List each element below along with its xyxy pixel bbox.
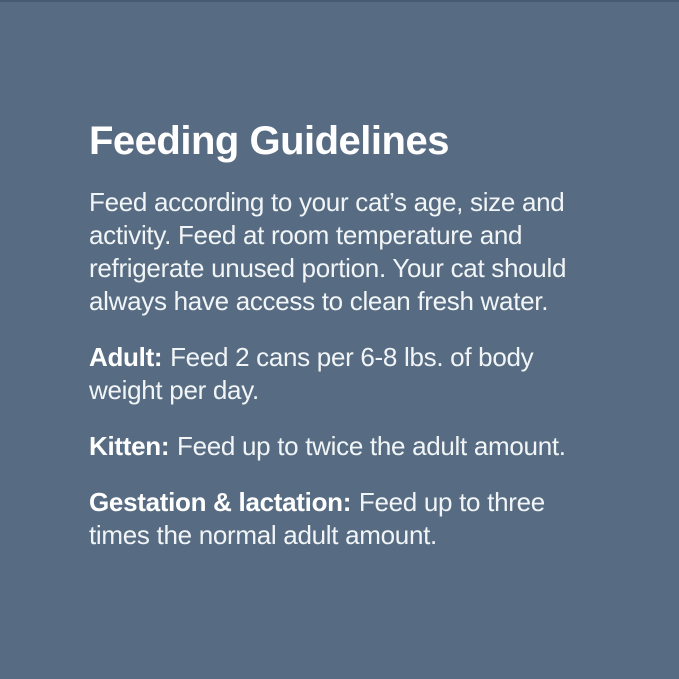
adult-section	[89, 341, 625, 407]
top-edge-shadow	[0, 0, 679, 2]
gestation-text-1: Feed up to three	[358, 487, 545, 517]
kitten-section	[89, 430, 625, 463]
panel-content	[89, 119, 625, 552]
gestation-line-1	[89, 486, 625, 519]
gestation-label: Gestation & lactation:	[89, 487, 352, 517]
adult-label: Adult:	[89, 342, 163, 372]
gestation-line-2: times the normal adult amount.	[89, 520, 437, 550]
kitten-label: Kitten:	[89, 431, 170, 461]
kitten-line-1	[89, 430, 625, 463]
intro-line-2: activity. Feed at room temperature and	[89, 220, 523, 250]
adult-line-1	[89, 341, 625, 374]
adult-line-2: weight per day.	[89, 375, 259, 405]
page-title: Feeding Guidelines	[89, 119, 449, 163]
kitten-text-1: Feed up to twice the adult amount.	[177, 431, 566, 461]
adult-text-1: Feed 2 cans per 6-8 lbs. of body	[170, 342, 534, 372]
intro-line-3: refrigerate unused portion. Your cat should	[89, 253, 567, 283]
intro-line-4: always have access to clean fresh water.	[89, 286, 549, 316]
intro-paragraph	[89, 186, 625, 318]
intro-line-1: Feed according to your cat’s age, size and	[89, 187, 565, 217]
gestation-section	[89, 486, 625, 552]
